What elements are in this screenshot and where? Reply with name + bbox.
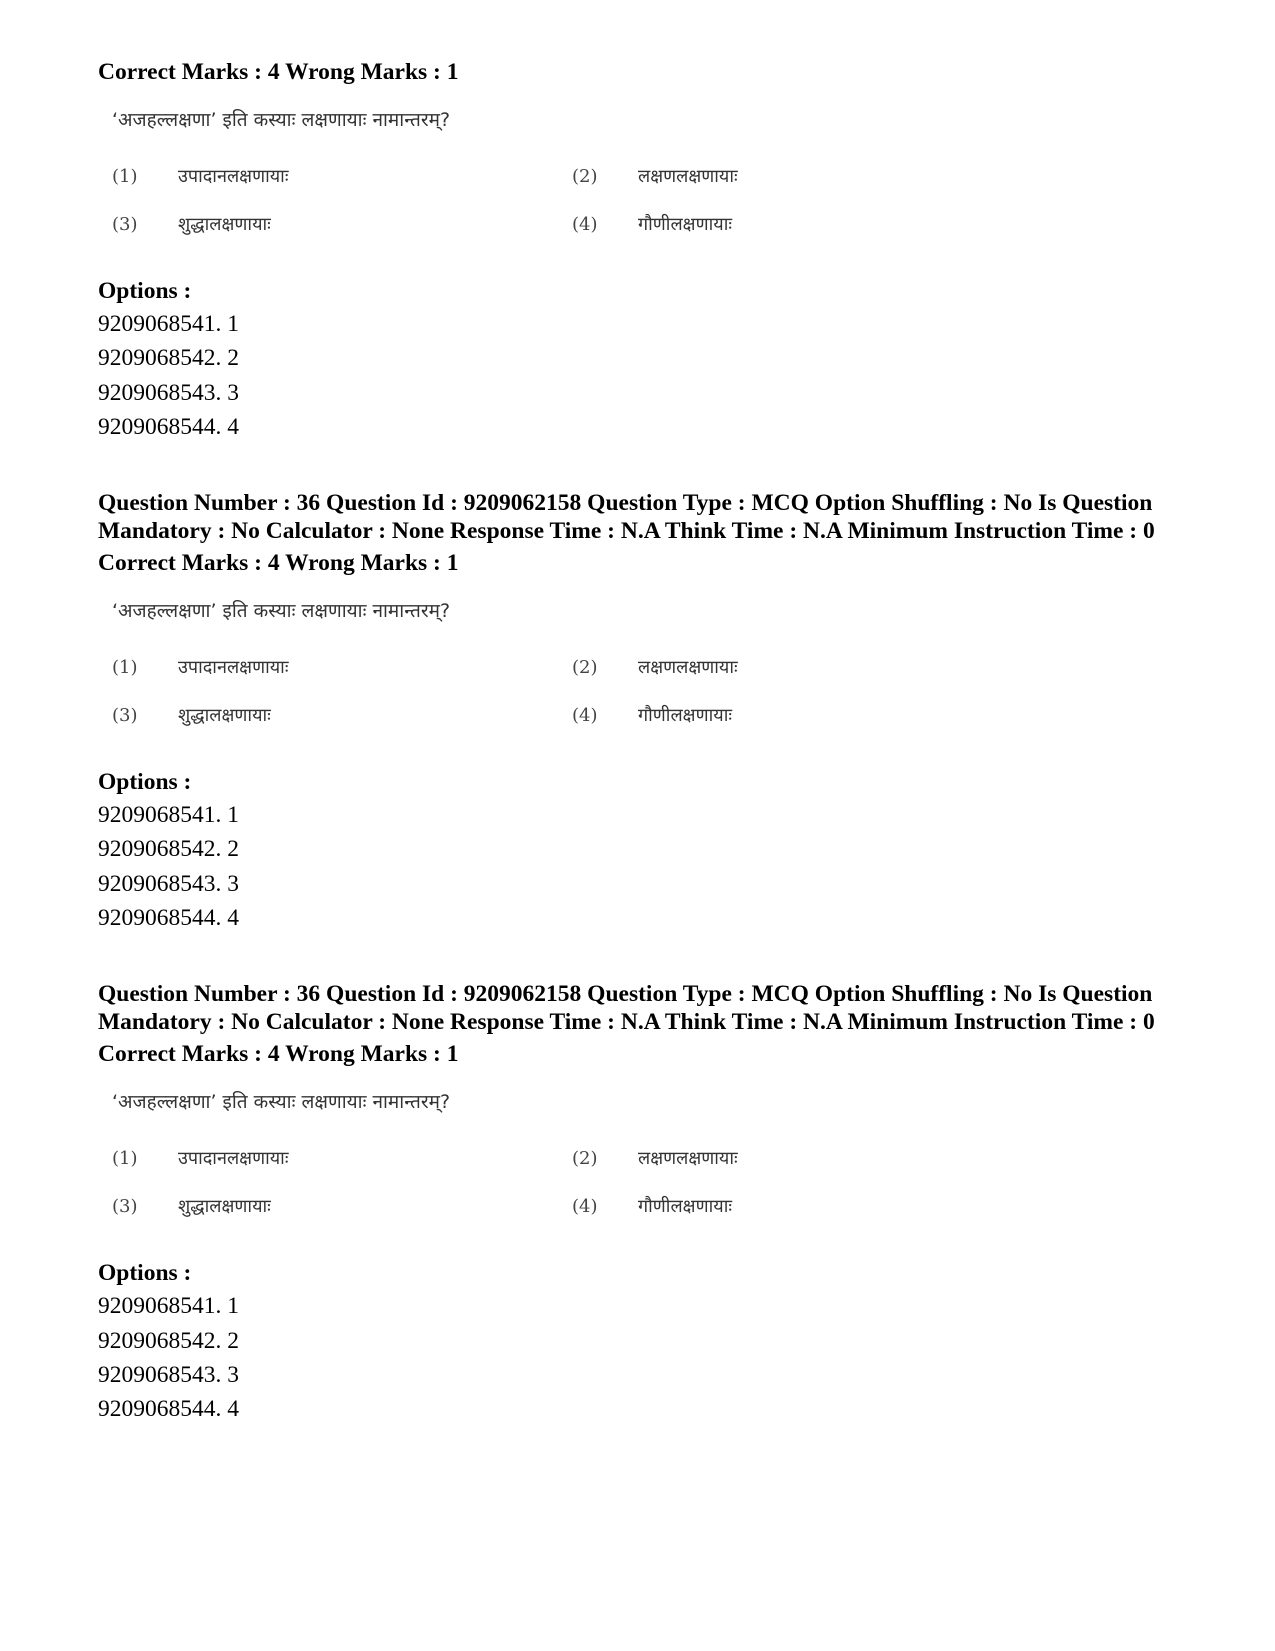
question-option-1: (1) उपादानलक्षणायाः — [112, 657, 289, 679]
question-stem: ‘अजहल्लक्षणा’ इति कस्याः लक्षणायाः नामान्तरम्? — [112, 109, 451, 131]
option-id-line: 9209068541. 1 — [98, 311, 239, 337]
question-block-3 — [98, 980, 1198, 1426]
question-option-3: (3) शुद्धालक्षणायाः — [112, 214, 271, 235]
marks-line: Correct Marks : 4 Wrong Marks : 1 — [98, 1041, 459, 1068]
question-stem: ‘अजहल्लक्षणा’ इति कस्याः लक्षणायाः नामान्तरम्? — [112, 600, 451, 623]
question-block-2 — [98, 489, 1198, 935]
option-id-line: 9209068542. 2 — [98, 345, 239, 372]
option-id-line: 9209068543. 3 — [98, 379, 239, 406]
marks-line: Correct Marks : 4 Wrong Marks : 1 — [98, 550, 459, 577]
options-title: Options : — [98, 278, 192, 304]
question-image — [98, 1074, 1198, 1259]
marks-line: Correct Marks : 4 Wrong Marks : 1 — [98, 59, 459, 85]
question-option-4: (4) गौणीलक्षणायाः — [572, 214, 732, 235]
option-id-line: 9209068541. 1 — [98, 1293, 239, 1320]
question-option-1: (1) उपादानलक्षणायाः — [112, 166, 289, 187]
question-option-2: (2) लक्षणलक्षणायाः — [572, 1148, 738, 1170]
option-id-line: 9209068542. 2 — [98, 836, 239, 863]
question-option-2: (2) लक्षणलक्षणायाः — [572, 657, 738, 679]
options-title: Options : — [98, 1260, 192, 1287]
option-id-line: 9209068543. 3 — [98, 870, 239, 897]
question-option-3: (3) शुद्धालक्षणायाः — [112, 1196, 271, 1218]
question-header: Question Number : 36 Question Id : 9209062158 Question Type : MCQ Option Shuffling : No Is Question Mandatory : No Calculator : None Response Time : N.A Think Time : N.A Minimum Instruction Time : 0 — [98, 981, 1155, 1036]
option-id-line: 9209068544. 4 — [98, 905, 239, 932]
option-id-line: 9209068544. 4 — [98, 413, 239, 440]
question-option-4: (4) गौणीलक्षणायाः — [572, 705, 732, 727]
question-option-1: (1) उपादानलक्षणायाः — [112, 1148, 289, 1170]
question-option-2: (2) लक्षणलक्षणायाः — [572, 166, 738, 187]
option-id-line: 9209068544. 4 — [98, 1396, 239, 1423]
option-id-line: 9209068543. 3 — [98, 1361, 239, 1388]
question-image — [98, 92, 1198, 277]
question-option-3: (3) शुद्धालक्षणायाः — [112, 705, 271, 727]
document-page — [98, 58, 1198, 1427]
option-id-line: 9209068542. 2 — [98, 1327, 239, 1354]
question-header: Question Number : 36 Question Id : 9209062158 Question Type : MCQ Option Shuffling : No Is Question Mandatory : No Calculator : None Response Time : N.A Think Time : N.A Minimum Instruction Time : 0 — [98, 490, 1155, 545]
question-option-4: (4) गौणीलक्षणायाः — [572, 1196, 732, 1218]
question-stem: ‘अजहल्लक्षणा’ इति कस्याः लक्षणायाः नामान्तरम्? — [112, 1091, 451, 1114]
question-image — [98, 583, 1198, 768]
option-id-line: 9209068541. 1 — [98, 802, 239, 829]
options-title: Options : — [98, 769, 192, 796]
question-block-1 — [98, 58, 1198, 444]
